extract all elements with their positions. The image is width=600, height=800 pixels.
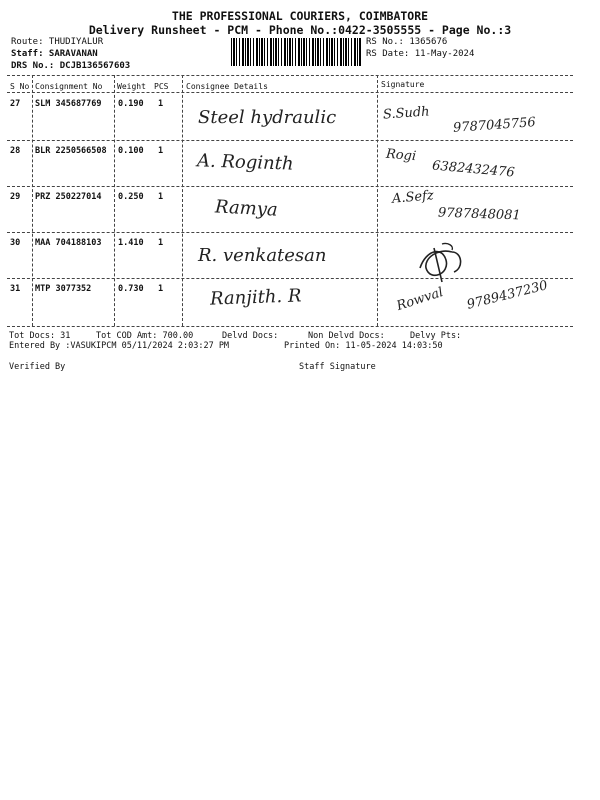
row-phone: 6382432476 <box>431 158 516 181</box>
route-label: Route: THUDIYALUR <box>11 37 104 47</box>
column-divider <box>114 75 115 326</box>
row-divider <box>7 186 573 187</box>
total-cod-amount: Tot COD Amt: 700.00 <box>96 331 194 341</box>
row-signature: S.Sudh <box>382 104 431 123</box>
row-phone: 9789437230 <box>465 278 550 313</box>
row-phone: 9787045756 <box>452 115 537 136</box>
column-divider <box>182 75 183 326</box>
column-header-signature: Signature <box>381 80 425 89</box>
row-pcs: 1 <box>158 192 164 202</box>
table-header-rule <box>7 92 573 93</box>
row-consignee: Ranjith. R <box>209 285 302 310</box>
row-sno: 30 <box>10 238 21 248</box>
staff-signature-label: Staff Signature <box>299 362 376 372</box>
barcode-image <box>231 38 361 66</box>
row-consignee: Ramya <box>214 196 279 221</box>
row-pcs: 1 <box>158 284 164 294</box>
total-docs: Tot Docs: 31 <box>9 331 71 341</box>
row-consignment: MTP 3077352 <box>35 284 92 294</box>
column-divider <box>32 75 33 326</box>
handwritten-signature <box>412 238 472 288</box>
runsheet-title: Delivery Runsheet - PCM - Phone No.:0422-3505555 - Page No.:3 <box>88 23 512 37</box>
column-header-sno: S No <box>10 82 30 91</box>
row-weight: 0.730 <box>118 284 144 294</box>
row-signature: Rogi <box>385 146 417 165</box>
row-weight: 0.250 <box>118 192 144 202</box>
row-weight: 1.410 <box>118 238 144 248</box>
row-pcs: 1 <box>158 99 164 109</box>
row-weight: 0.100 <box>118 146 144 156</box>
column-header-pcs: PCS <box>154 82 169 91</box>
row-consignee: R. venkatesan <box>198 245 327 266</box>
table-bottom-rule <box>7 326 573 327</box>
verified-by-label: Verified By <box>9 362 66 372</box>
rs-date: RS Date: 11-May-2024 <box>366 49 475 59</box>
delivery-points: Delvy Pts: <box>410 331 462 341</box>
company-title: THE PROFESSIONAL COURIERS, COIMBATORE <box>171 9 429 23</box>
rs-number: RS No.: 1365676 <box>366 37 448 47</box>
row-divider <box>7 278 573 279</box>
column-divider <box>377 75 378 326</box>
row-sno: 29 <box>10 192 21 202</box>
table-top-rule <box>7 75 573 76</box>
row-signature: A.Sefz <box>391 188 435 207</box>
row-weight: 0.190 <box>118 99 144 109</box>
printed-on: Printed On: 11-05-2024 14:03:50 <box>284 341 443 351</box>
non-delivered-docs: Non Delvd Docs: <box>308 331 385 341</box>
row-consignment: MAA 704188103 <box>35 238 102 248</box>
row-divider <box>7 232 573 233</box>
column-header-consignee: Consignee Details <box>186 82 268 91</box>
row-consignee: A. Roginth <box>196 150 294 175</box>
row-phone: 9787848081 <box>437 205 521 224</box>
row-sno: 27 <box>10 99 21 109</box>
entered-by: Entered By :VASUKIPCM 05/11/2024 2:03:27 PM <box>9 341 230 351</box>
delivered-docs: Delvd Docs: <box>222 331 279 341</box>
drs-number: DRS No.: DCJB136567603 <box>11 61 131 71</box>
column-header-consignment: Consignment No <box>35 82 103 91</box>
row-sno: 31 <box>10 284 21 294</box>
row-pcs: 1 <box>158 146 164 156</box>
row-signature: Rowval <box>394 284 446 315</box>
row-consignee: Steel hydraulic <box>198 107 337 128</box>
row-sno: 28 <box>10 146 21 156</box>
row-pcs: 1 <box>158 238 164 248</box>
staff-label: Staff: SARAVANAN <box>11 49 98 59</box>
row-consignment: BLR 2250566508 <box>35 146 107 156</box>
row-divider <box>7 140 573 141</box>
column-header-weight: Weight <box>117 82 146 91</box>
row-consignment: PRZ 250227014 <box>35 192 102 202</box>
row-consignment: SLM 345687769 <box>35 99 102 109</box>
